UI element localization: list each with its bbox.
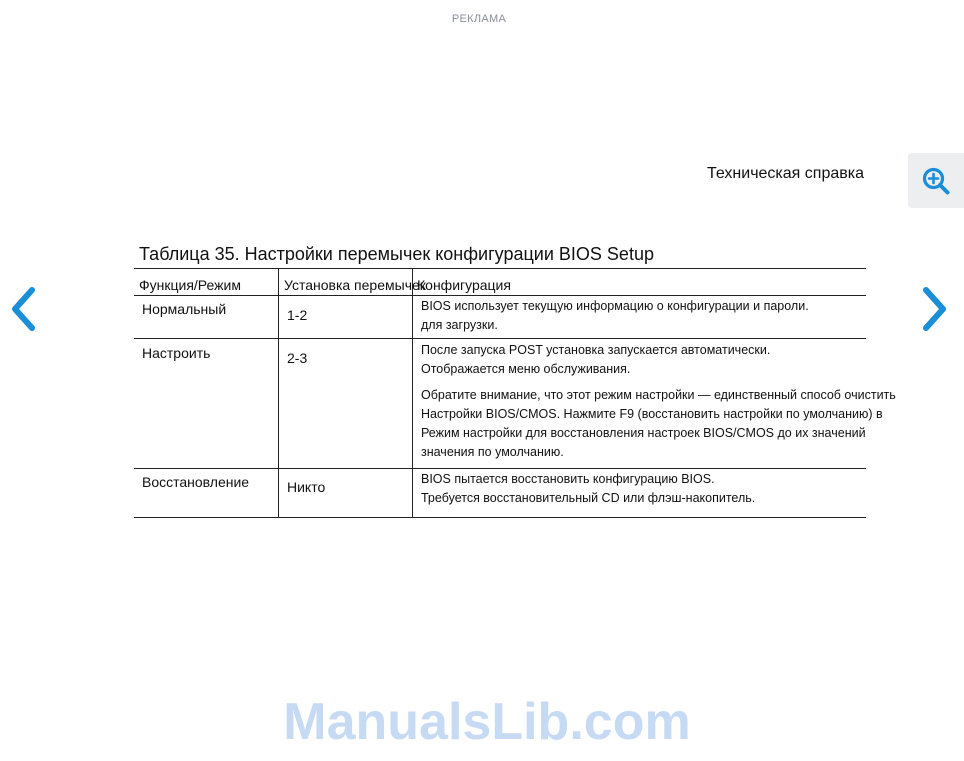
config-line: Настройки BIOS/CMOS. Нажмите F9 (восстановить настройки по умолчанию) в xyxy=(421,407,883,421)
column-header-config: Конфигурация xyxy=(417,277,511,293)
table-header-row xyxy=(134,269,866,296)
config-line: BIOS пытается восстановить конфигурацию BIOS. xyxy=(421,472,715,486)
config-line: Обратите внимание, что этот режим настройки — единственный способ очистить xyxy=(421,388,896,402)
mode-label: Настроить xyxy=(142,345,211,361)
config-line: значения по умолчанию. xyxy=(421,445,564,459)
previous-page-button[interactable] xyxy=(6,284,42,334)
mode-label: Восстановление xyxy=(142,474,250,490)
zoom-in-icon xyxy=(921,166,951,196)
table-row xyxy=(134,469,866,517)
config-text xyxy=(421,470,755,508)
chevron-left-icon xyxy=(9,286,39,332)
jumper-cell xyxy=(279,469,413,517)
mode-cell xyxy=(134,296,279,338)
config-line: Режим настройки для восстановления настроек BIOS/CMOS до их значений xyxy=(421,426,866,440)
next-page-button[interactable] xyxy=(916,284,952,334)
mode-cell xyxy=(134,469,279,517)
bios-jumper-table xyxy=(134,268,896,518)
config-cell xyxy=(413,339,896,468)
config-line: для загрузки. xyxy=(421,318,498,332)
config-text xyxy=(421,297,809,335)
jumper-value: Никто xyxy=(287,479,326,495)
jumper-cell xyxy=(279,339,413,468)
table-row xyxy=(134,296,866,339)
column-header-jumper-cell xyxy=(279,269,426,295)
column-header-mode: Функция/Режим xyxy=(134,269,279,295)
column-header-config-cell xyxy=(413,269,866,295)
config-text xyxy=(421,341,896,462)
jumper-value: 2-3 xyxy=(287,350,308,366)
manualslib-watermark: ManualsLib.com xyxy=(283,693,691,751)
config-cell xyxy=(413,469,866,517)
config-line: Требуется восстановительный CD или флэш-накопитель. xyxy=(421,491,756,505)
chevron-right-icon xyxy=(919,286,949,332)
config-line: Отображается меню обслуживания. xyxy=(421,362,631,376)
jumper-value: 1-2 xyxy=(287,307,308,323)
config-cell xyxy=(413,296,866,338)
document-section-header: Техническая справка xyxy=(707,165,864,182)
table-row xyxy=(134,339,896,469)
mode-cell xyxy=(134,339,279,468)
table-title: Таблица 35. Настройки перемычек конфигурации BIOS Setup xyxy=(139,244,654,264)
jumper-cell xyxy=(279,296,413,338)
mode-label: Нормальный xyxy=(142,301,227,317)
config-line: После запуска POST установка запускается автоматически. xyxy=(421,343,771,357)
ad-label: РЕКЛАМА xyxy=(451,13,507,25)
config-line: BIOS использует текущую информацию о конфигурации и пароли. xyxy=(421,299,809,313)
zoom-button[interactable] xyxy=(908,153,964,208)
column-header-jumper: Установка перемычек xyxy=(284,277,426,293)
